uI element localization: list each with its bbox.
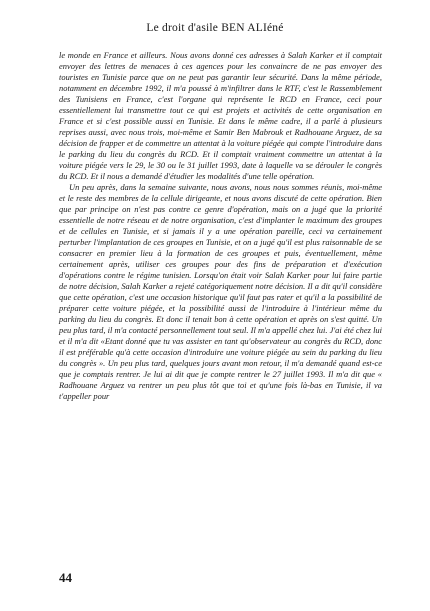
page-body bbox=[59, 50, 382, 402]
page-number: 44 bbox=[59, 570, 72, 585]
paragraph: le monde en France et ailleurs. Nous avons donné ces adresses à Salah Karker et il comptait envoyer des lettres de menaces à ces agences pour les convaincre de ne pas envoyer des touristes en Tunisie parce que on ne peut pas garantir leur sécurité. Dans la même période, notamment en décembre 1992, il m'a poussé à m'infiltrer dans le RTF, c'est le Rassemblement des Tunisiens en France, c'est l'organe qui représente le RCD en France, ceci pour essentiellement lui transmettre tout ce qui est projets et activités de cette organisation en France et si c'est possible aussi en Tunisie. Et dans le même cadre, il a parlé à plusieurs reprises aussi, avec nous trois, moi-même et Samir Ben Mabrouk et Radhouane Arguez, de sa décision de frapper et de commettre un attentat à la voiture piégée qui compte l'introduire dans le parking du lieu du congrès du RCD. Et il comptait vraiment commettre un attentat à la voiture piégée vers le 29, le 30 ou le 31 juillet 1993, date à laquelle va se dérouler le congrès du RCD. Et il nous a demandé d'étudier les modalités d'une telle opération. bbox=[59, 50, 382, 181]
running-header: Le droit d'asile BEN ALIéné bbox=[146, 22, 284, 34]
paragraph: Un peu après, dans la semaine suivante, nous avons, nous nous sommes réunis, moi-même et le reste des membres de la cellule dirigeante, et nous avons discuté de cette opération. Bien que par principe on n'est pas contre ce genre d'opération, mais on a jugé que la priorité essentielle de notre réseau et de notre organisation, c'est d'implanter le maximum des groupes et de cellules en Tunisie, et si jamais il y a une opération pareille, ceci va certainement perturber l'implantation de ces groupes en Tunisie, et on a jugé qu'il est plus raisonnable de se consacrer en premier lieu à la formation de ces groupes et puis, éventuellement, même certainement après, utiliser ces groupes pour des fins de préparation et d'exécution d'opérations contre le régime tunisien. Lorsqu'on était voir Salah Karker pour lui faire partie de notre décision, Salah Karker a rejeté catégoriquement notre décision. Il a dit qu'il considère que cette opération, c'est une occasion historique qu'il faut pas rater et qu'il a la possibilité de préparer cette voiture piégée, et la possibilité aussi de l'introduire à l'intérieur même du parking du lieu du congrès. Et donc il tenait bon à cette opération et après on s'est quitté. Un peu plus tard, il m'a contacté personnellement tout seul. Il m'a appellé chez lui. J'ai été chez lui et il m'a dit «Etant donné que tu vas assister en tant qu'observateur au congrès du RCD, donc il est préférable qu'à cette occasion d'introduire une voiture piégée au sein du parking du lieu du congrès ». Un peu plus tard, quelques jours avant mon retour, il m'a demandé quand est-ce que je comptais rentrer. Je lui ai dit que je compte rentrer le 27 juillet 1993. Il m'a dit que « Radhouane Arguez va rentrer un peu plus tôt que toi et qu'une fois là-bas en Tunisie, il va t'appeller pour bbox=[59, 182, 382, 401]
